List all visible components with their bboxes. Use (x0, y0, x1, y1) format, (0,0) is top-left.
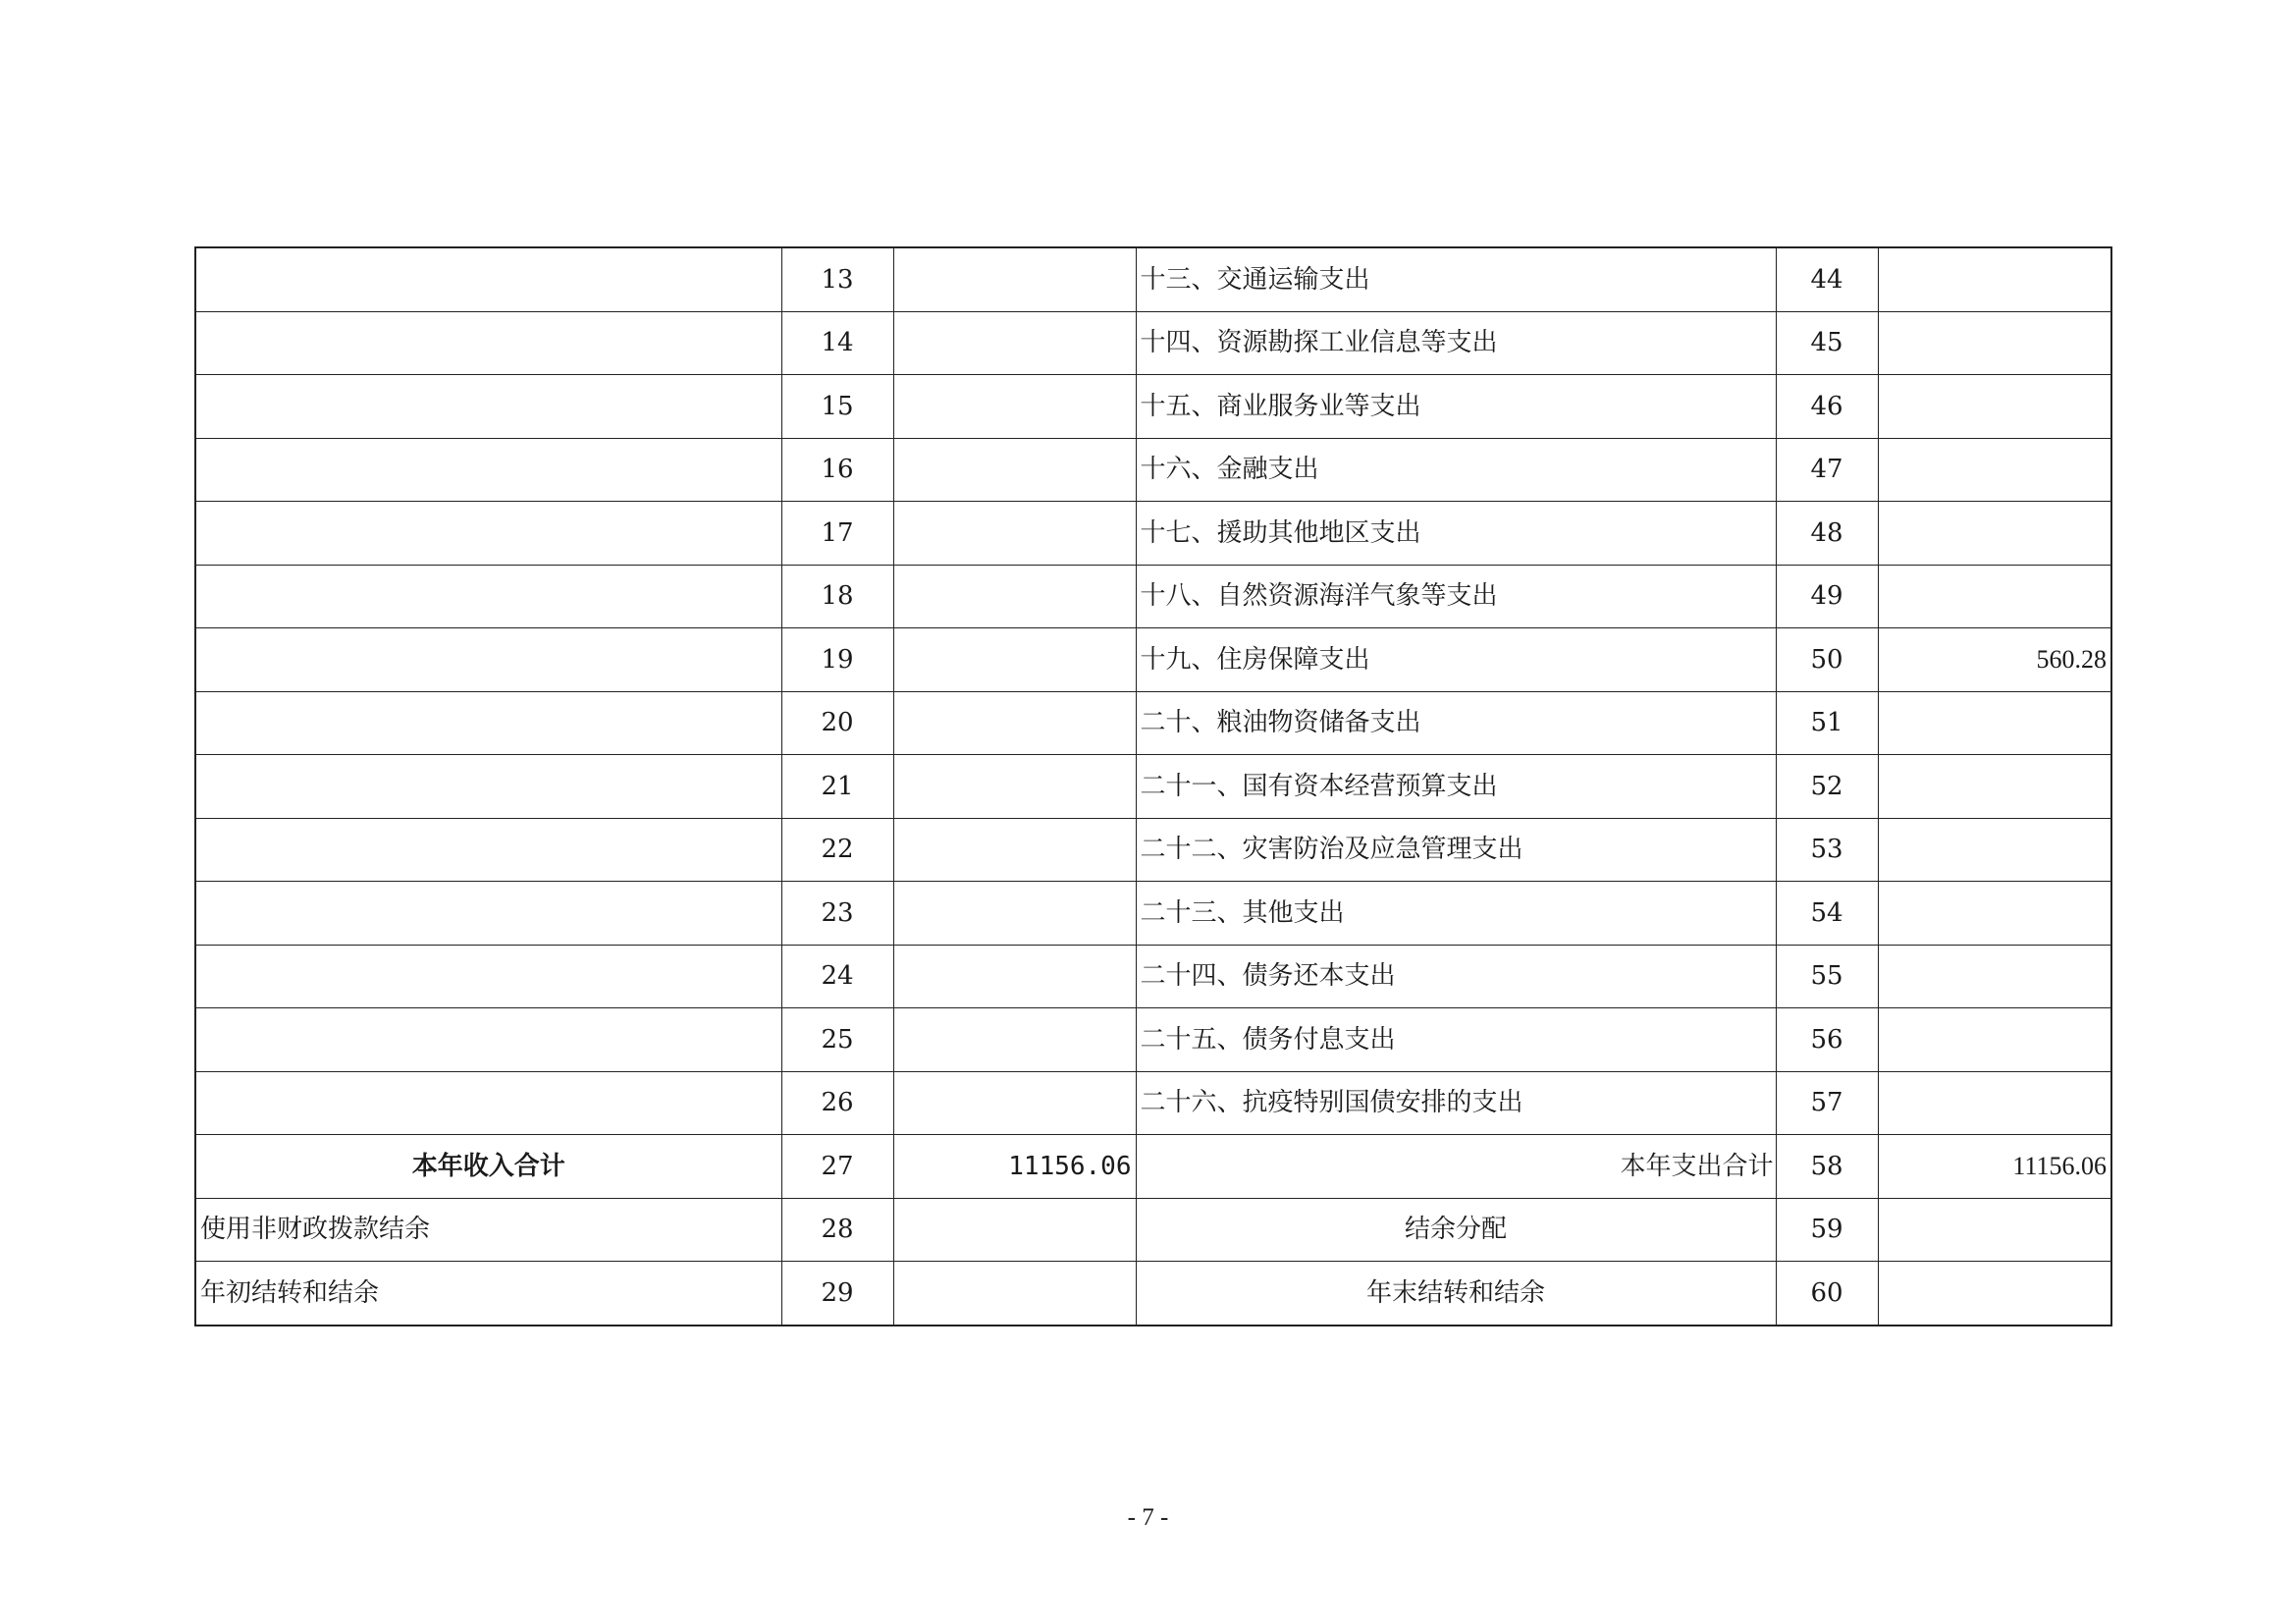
income-item-cell (195, 691, 781, 755)
table-row (195, 502, 2111, 566)
income-line-number-cell: 25 (781, 1008, 893, 1072)
table-row (195, 818, 2111, 882)
expense-item-cell: 本年支出合计 (1136, 1135, 1776, 1199)
expense-amount-cell: 560.28 (1878, 628, 2111, 692)
income-line-number-cell: 26 (781, 1071, 893, 1135)
table-row (195, 882, 2111, 946)
income-amount-cell (893, 247, 1136, 311)
page-number: - 7 - (1127, 1504, 1169, 1531)
expense-amount-cell (1878, 1071, 2111, 1135)
income-line-number-cell: 13 (781, 247, 893, 311)
table-row (195, 691, 2111, 755)
expense-line-number-cell: 51 (1776, 691, 1878, 755)
expense-amount-cell (1878, 438, 2111, 502)
expense-item-cell: 二十六、抗疫特别国债安排的支出 (1136, 1071, 1776, 1135)
income-line-number-cell: 20 (781, 691, 893, 755)
expense-item-cell: 二十五、债务付息支出 (1136, 1008, 1776, 1072)
income-amount-cell (893, 1198, 1136, 1262)
expense-amount-cell (1878, 311, 2111, 375)
expense-amount-cell (1878, 1262, 2111, 1326)
expense-amount-cell (1878, 818, 2111, 882)
expense-line-number-cell: 48 (1776, 502, 1878, 566)
income-item-cell (195, 1071, 781, 1135)
income-item-cell (195, 818, 781, 882)
totals-row (195, 1135, 2111, 1199)
table-body (195, 247, 2111, 1326)
expense-item-cell: 十九、住房保障支出 (1136, 628, 1776, 692)
income-amount-cell (893, 1262, 1136, 1326)
expense-line-number-cell: 59 (1776, 1198, 1878, 1262)
expense-line-number-cell: 60 (1776, 1262, 1878, 1326)
balance-row (195, 1198, 2111, 1262)
expense-item-cell: 年末结转和结余 (1136, 1262, 1776, 1326)
income-line-number-cell: 19 (781, 628, 893, 692)
expense-item-cell: 二十三、其他支出 (1136, 882, 1776, 946)
table-row (195, 1071, 2111, 1135)
expense-amount-cell (1878, 502, 2111, 566)
expense-amount-cell (1878, 1008, 2111, 1072)
income-line-number-cell: 14 (781, 311, 893, 375)
income-expense-table (194, 246, 2112, 1326)
table-row (195, 628, 2111, 692)
income-line-number-cell: 15 (781, 375, 893, 439)
income-line-number-cell: 21 (781, 755, 893, 819)
income-amount-cell (893, 818, 1136, 882)
income-amount-cell (893, 1008, 1136, 1072)
table-row (195, 755, 2111, 819)
table-row (195, 945, 2111, 1008)
expense-item-cell: 二十一、国有资本经营预算支出 (1136, 755, 1776, 819)
table-row (195, 438, 2111, 502)
income-item-cell (195, 755, 781, 819)
income-amount-cell (893, 882, 1136, 946)
income-amount-cell (893, 1071, 1136, 1135)
income-item-cell (195, 502, 781, 566)
table-row (195, 247, 2111, 311)
income-item-cell (195, 882, 781, 946)
expense-line-number-cell: 44 (1776, 247, 1878, 311)
income-amount-cell (893, 502, 1136, 566)
income-line-number-cell: 24 (781, 945, 893, 1008)
expense-item-cell: 十三、交通运输支出 (1136, 247, 1776, 311)
income-amount-cell (893, 311, 1136, 375)
balance-row (195, 1262, 2111, 1326)
table-row (195, 375, 2111, 439)
income-item-cell (195, 565, 781, 628)
expense-item-cell: 十五、商业服务业等支出 (1136, 375, 1776, 439)
expense-amount-cell: 11156.06 (1878, 1135, 2111, 1199)
income-item-cell: 使用非财政拨款结余 (195, 1198, 781, 1262)
income-item-cell (195, 247, 781, 311)
income-line-number-cell: 18 (781, 565, 893, 628)
expense-amount-cell (1878, 945, 2111, 1008)
table-row (195, 565, 2111, 628)
income-line-number-cell: 28 (781, 1198, 893, 1262)
income-amount-cell (893, 628, 1136, 692)
income-amount-cell (893, 691, 1136, 755)
income-item-cell (195, 1008, 781, 1072)
expense-amount-cell (1878, 882, 2111, 946)
expense-amount-cell (1878, 755, 2111, 819)
income-item-cell (195, 438, 781, 502)
expense-item-cell: 二十二、灾害防治及应急管理支出 (1136, 818, 1776, 882)
expense-item-cell: 二十、粮油物资储备支出 (1136, 691, 1776, 755)
income-item-cell: 年初结转和结余 (195, 1262, 781, 1326)
expense-line-number-cell: 53 (1776, 818, 1878, 882)
income-item-cell: 本年收入合计 (195, 1135, 781, 1199)
income-amount-cell (893, 565, 1136, 628)
expense-line-number-cell: 58 (1776, 1135, 1878, 1199)
income-amount-cell: 11156.06 (893, 1135, 1136, 1199)
expense-line-number-cell: 50 (1776, 628, 1878, 692)
expense-line-number-cell: 54 (1776, 882, 1878, 946)
income-amount-cell (893, 438, 1136, 502)
expense-line-number-cell: 57 (1776, 1071, 1878, 1135)
expense-item-cell: 二十四、债务还本支出 (1136, 945, 1776, 1008)
expense-amount-cell (1878, 375, 2111, 439)
income-amount-cell (893, 375, 1136, 439)
income-line-number-cell: 27 (781, 1135, 893, 1199)
expense-item-cell: 结余分配 (1136, 1198, 1776, 1262)
income-item-cell (195, 628, 781, 692)
income-item-cell (195, 375, 781, 439)
expense-item-cell: 十六、金融支出 (1136, 438, 1776, 502)
income-line-number-cell: 23 (781, 882, 893, 946)
expense-item-cell: 十八、自然资源海洋气象等支出 (1136, 565, 1776, 628)
expense-item-cell: 十七、援助其他地区支出 (1136, 502, 1776, 566)
income-amount-cell (893, 945, 1136, 1008)
expense-line-number-cell: 52 (1776, 755, 1878, 819)
income-line-number-cell: 17 (781, 502, 893, 566)
income-amount-cell (893, 755, 1136, 819)
income-line-number-cell: 16 (781, 438, 893, 502)
expense-line-number-cell: 46 (1776, 375, 1878, 439)
expense-line-number-cell: 47 (1776, 438, 1878, 502)
expense-item-cell: 十四、资源勘探工业信息等支出 (1136, 311, 1776, 375)
expense-line-number-cell: 56 (1776, 1008, 1878, 1072)
income-item-cell (195, 945, 781, 1008)
expense-amount-cell (1878, 565, 2111, 628)
table-row (195, 311, 2111, 375)
expense-amount-cell (1878, 691, 2111, 755)
income-line-number-cell: 29 (781, 1262, 893, 1326)
income-item-cell (195, 311, 781, 375)
expense-line-number-cell: 49 (1776, 565, 1878, 628)
expense-line-number-cell: 55 (1776, 945, 1878, 1008)
expense-amount-cell (1878, 247, 2111, 311)
table-row (195, 1008, 2111, 1072)
income-line-number-cell: 22 (781, 818, 893, 882)
expense-line-number-cell: 45 (1776, 311, 1878, 375)
expense-amount-cell (1878, 1198, 2111, 1262)
